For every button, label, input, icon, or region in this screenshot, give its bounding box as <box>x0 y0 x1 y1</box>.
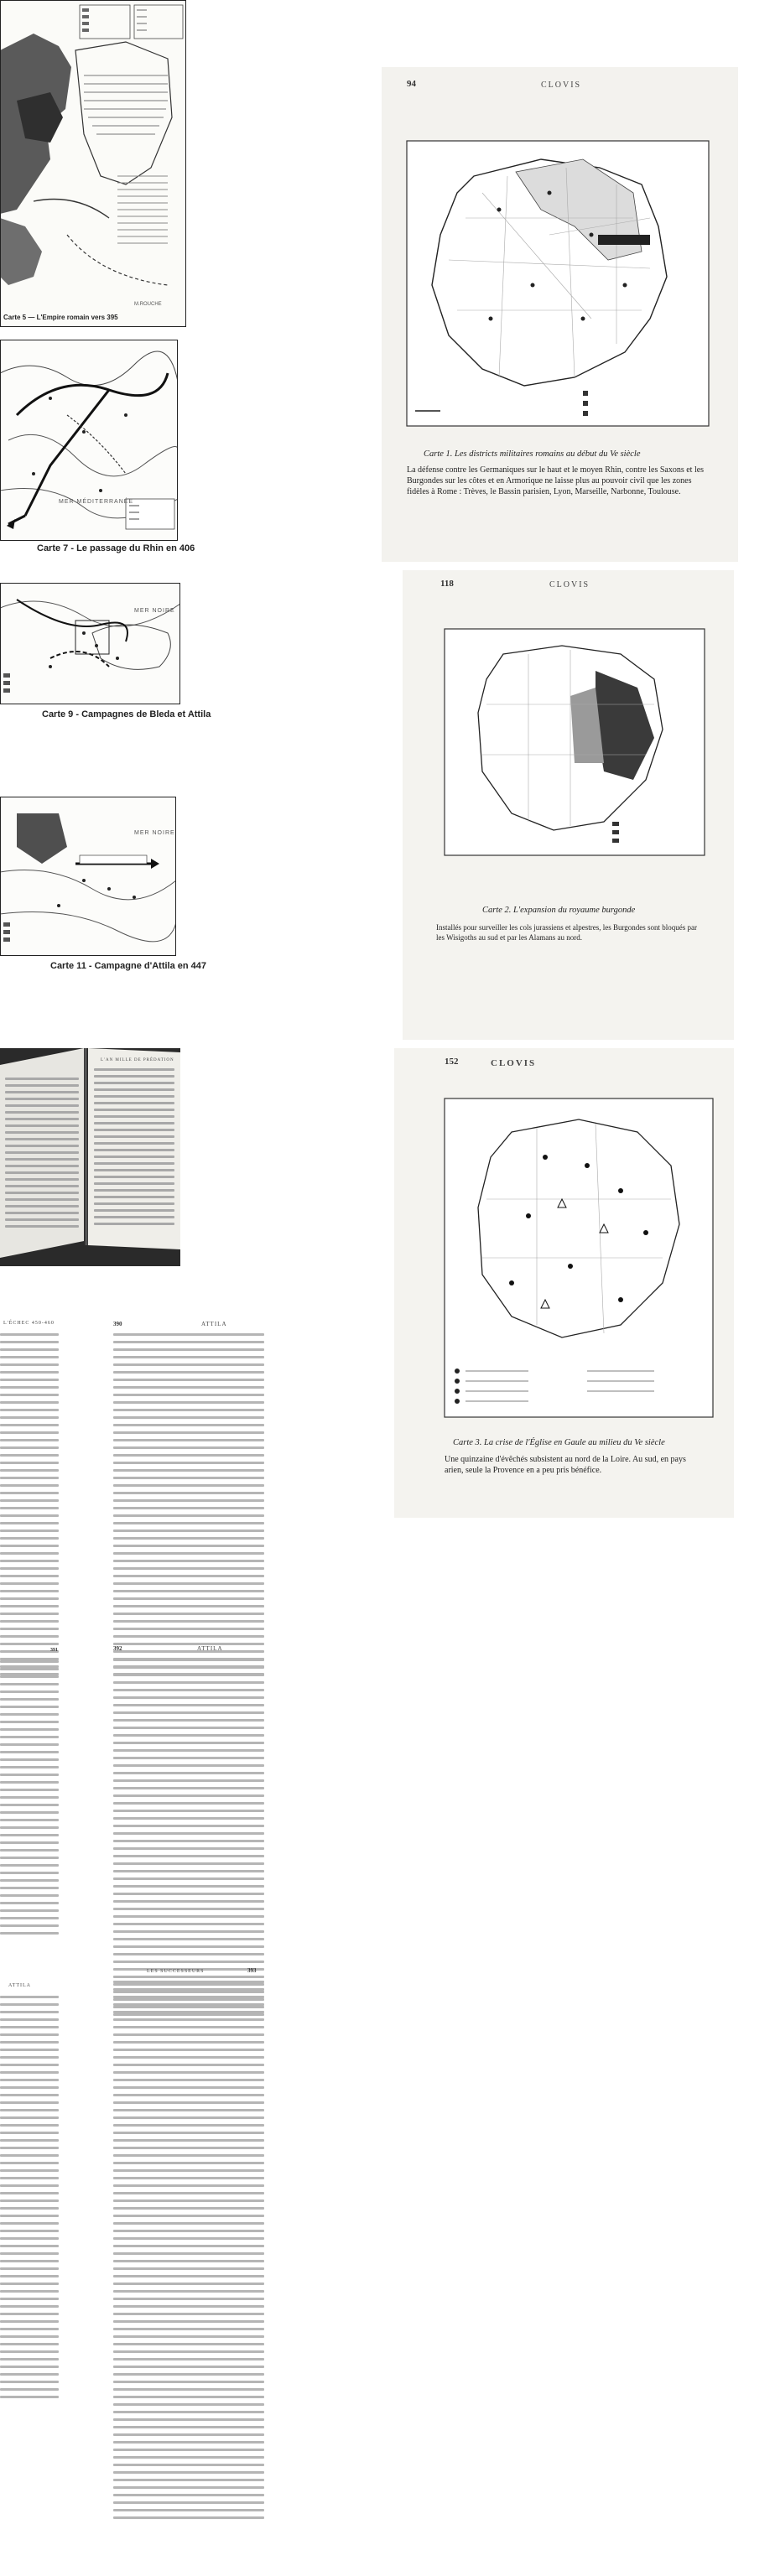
page-number: 390 <box>113 1321 122 1327</box>
page-number: 118 <box>440 579 454 589</box>
running-head: CLOVIS <box>541 80 582 90</box>
map-caption-attila: Carte 11 - Campagne d'Attila en 447 <box>50 961 207 971</box>
figure-description: Installés pour surveiller les cols jurassiens et alpestres, les Burgondes sont bloqués par les Wisigoths au sud et par les Alamans au nord. <box>436 923 698 942</box>
map-scan-attila-447 <box>0 797 176 956</box>
clovis-page-152 <box>394 1048 734 1518</box>
page-number: 94 <box>407 79 416 89</box>
page-number: 391 <box>50 1648 58 1653</box>
running-head: ATTILA <box>197 1645 223 1652</box>
map-scan-bleda-attila <box>0 583 180 704</box>
running-head: CLOVIS <box>549 580 590 589</box>
text-column-left-2 <box>0 1660 59 1940</box>
figure-caption: Carte 2. L'expansion du royaume burgonde <box>482 906 636 915</box>
text-column-393 <box>113 1981 264 2524</box>
open-book-scan <box>0 1048 180 1266</box>
figure-description: La défense contre les Germaniques sur le haut et le moyen Rhin, contre les Saxons et les Burgondes sur les côtes et en Armorique ne laisse plus au pouvoir civil que les zones fidèles à Rome : Trèves, le Bassin parisien, Lyon, Marseille, Narbonne, Toulouse. <box>407 465 705 496</box>
text-column-left-1 <box>0 1333 59 1680</box>
map-credit: M.ROUCHE <box>134 302 162 307</box>
map-sea-label: MER MÉDITERRANÉE <box>59 499 134 505</box>
figure-caption: Carte 3. La crise de l'Église en Gaule au milieu du Ve siècle <box>453 1438 665 1447</box>
running-head: CLOVIS <box>491 1058 537 1068</box>
running-head: ATTILA <box>8 1983 31 1988</box>
running-head-left: L'ÉCHEC 450-460 <box>3 1321 55 1326</box>
map-scan-passage-rhin <box>0 340 178 541</box>
clovis-page-94 <box>382 67 738 562</box>
text-column-390 <box>113 1333 264 1680</box>
map-sea-label: MER NOIRE <box>134 608 175 614</box>
page-number: 393 <box>247 1967 257 1974</box>
running-head: ATTILA <box>201 1321 227 1327</box>
text-column-392 <box>113 1659 264 2021</box>
map-scan-empire-romain <box>0 0 186 327</box>
book-left-text <box>5 1078 79 1232</box>
map-caption-bleda: Carte 9 - Campagnes de Bleda et Attila <box>42 709 211 719</box>
clovis-page-118 <box>403 570 734 1040</box>
figure-caption: Carte 1. Les districts militaires romains au début du Ve siècle <box>424 449 641 459</box>
page-number: 392 <box>113 1645 122 1652</box>
map-sea-label: MER NOIRE <box>134 830 175 836</box>
book-right-text <box>94 1068 174 1229</box>
running-head: LES SUCCESSEURS <box>147 1969 205 1974</box>
map-caption-passage: Carte 7 - Le passage du Rhin en 406 <box>37 543 195 553</box>
page-number: 152 <box>445 1057 459 1067</box>
book-right-head: L'AN MILLE DE PRÉDATION <box>101 1058 174 1062</box>
map-caption-empire: Carte 5 — L'Empire romain vers 395 <box>3 314 118 321</box>
figure-description: Une quinzaine d'évêchés subsistent au nord de la Loire. Au sud, en pays arien, seule la Provence en a peu pris bénéfice. <box>445 1455 686 1475</box>
text-column-left-3 <box>0 1996 59 2403</box>
